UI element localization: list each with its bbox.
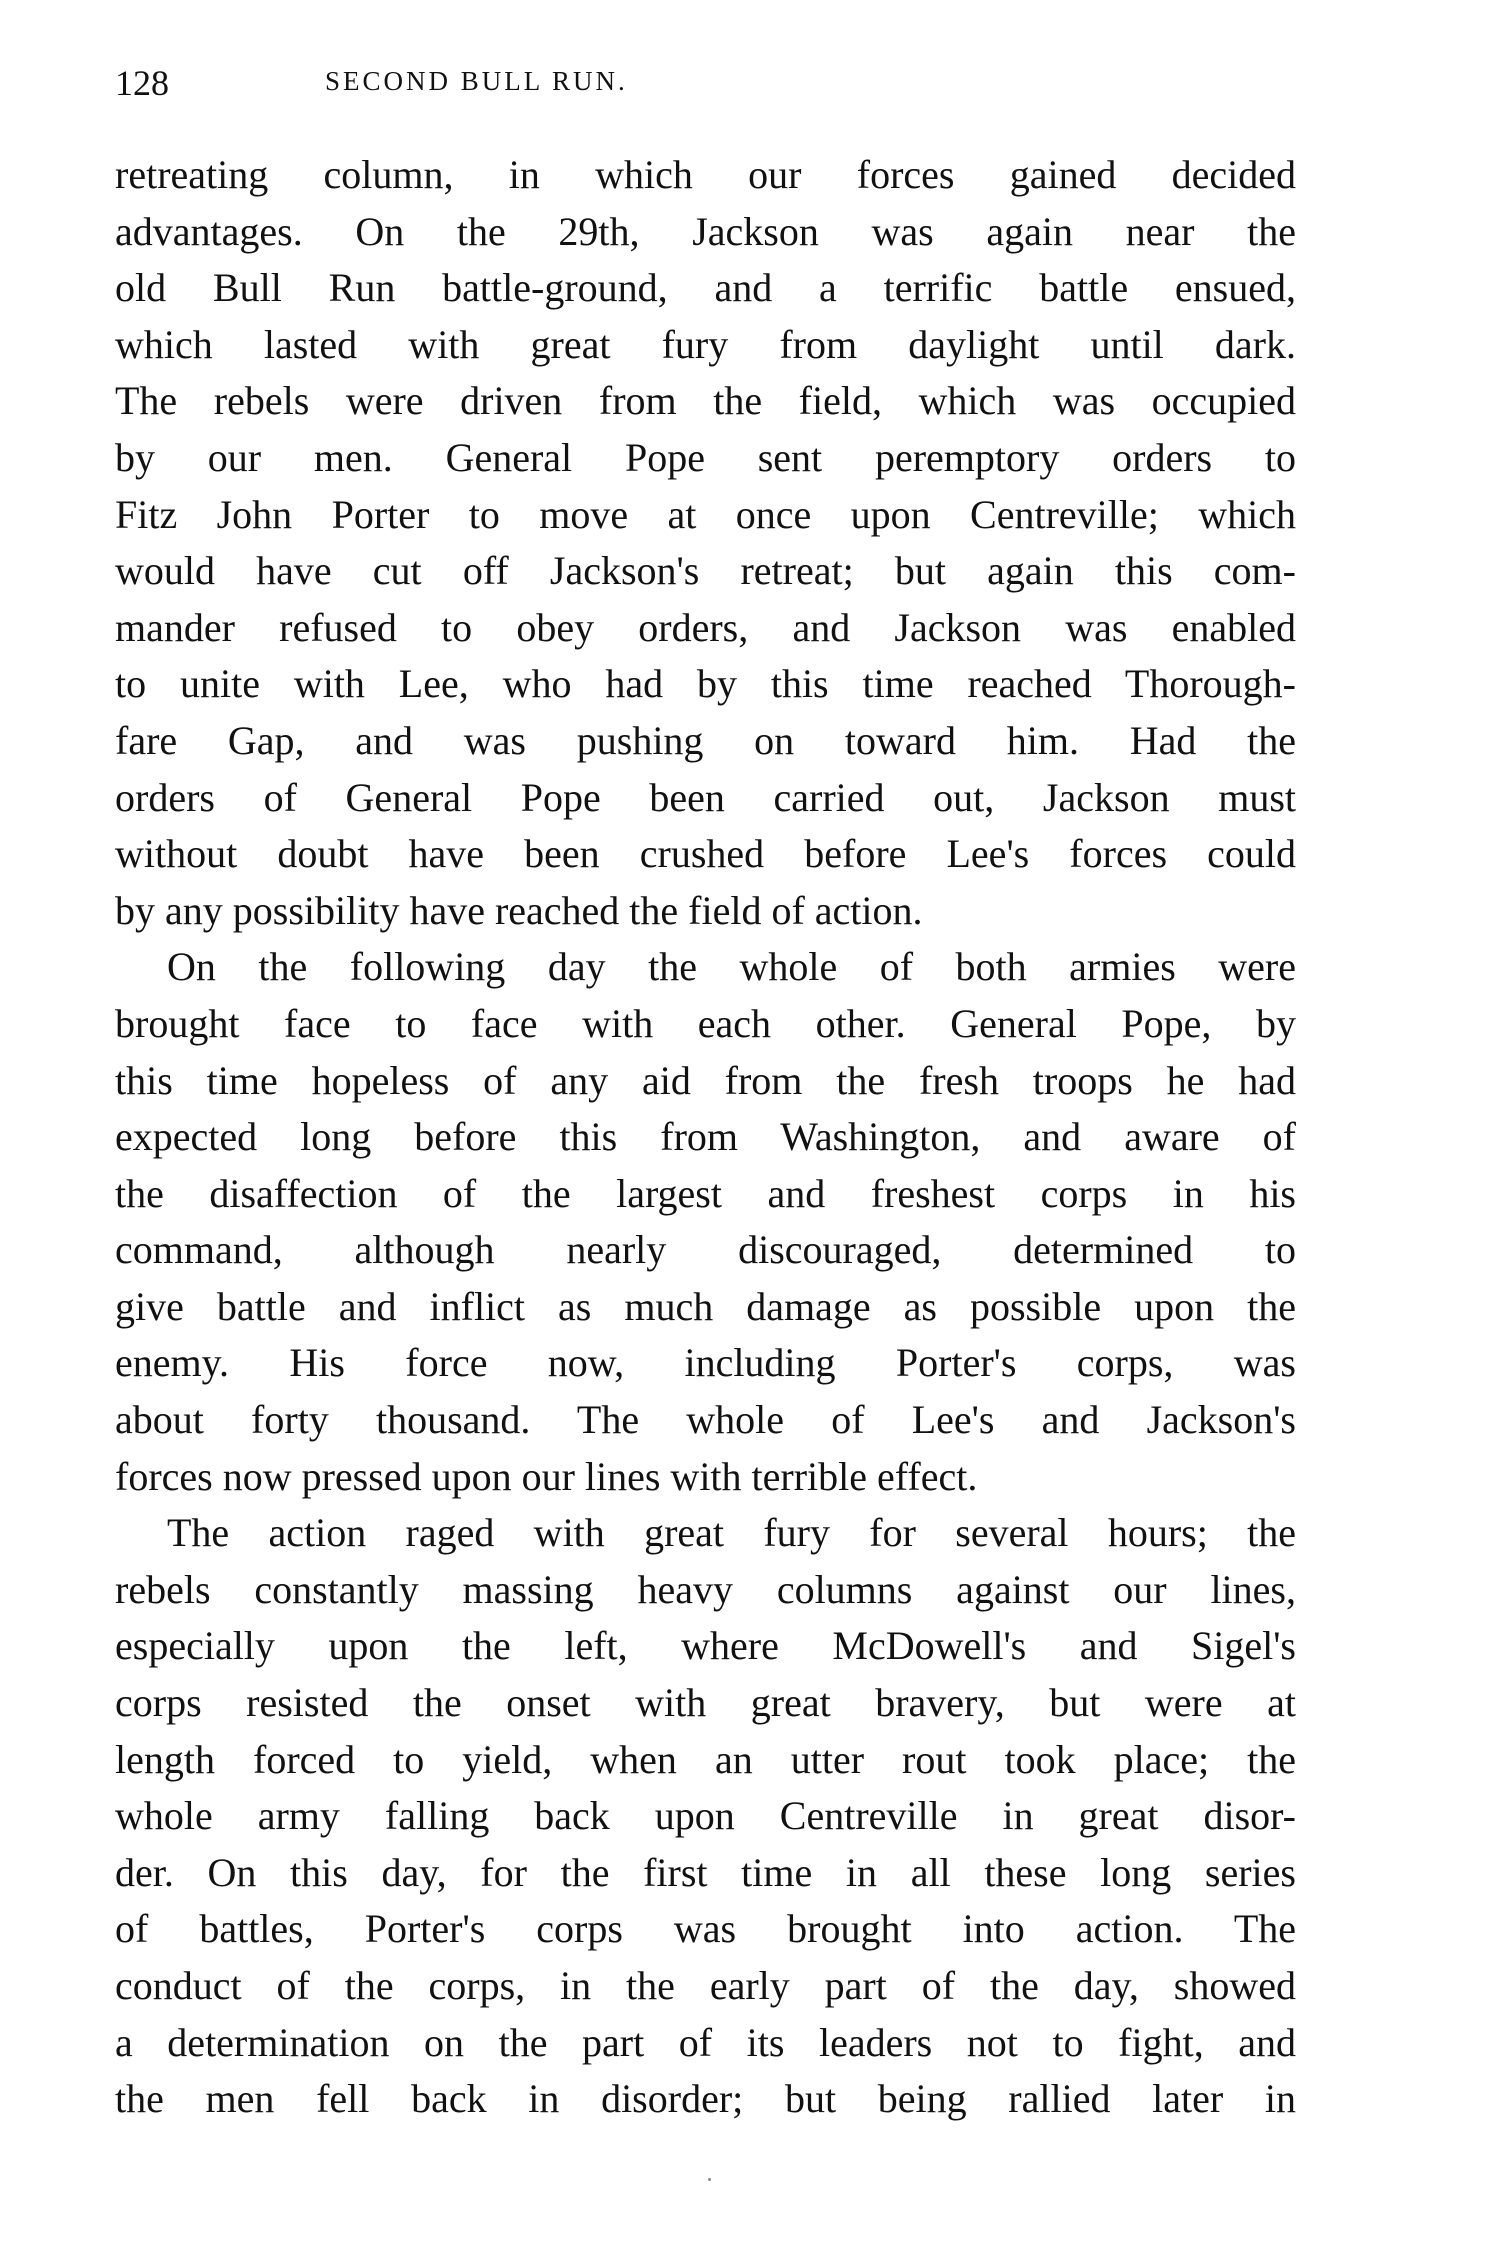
- page-body: [115, 147, 1296, 2128]
- text-line: rebels constantly massing heavy columns against our lines,: [115, 1566, 1296, 1612]
- text-line: retreating column, in which our forces gained decided: [115, 152, 1296, 197]
- text-line: this time hopeless of any aid from the fresh troops he had: [115, 1057, 1296, 1103]
- text-line: command, although nearly discouraged, determined to: [115, 1227, 1296, 1273]
- paragraph: [115, 1505, 1296, 2128]
- text-line: brought face to face with each other. General Pope, by: [115, 1000, 1296, 1046]
- text-line: especially upon the left, where McDowell's and Sigel's: [115, 1623, 1296, 1669]
- text-line: of battles, Porter's corps was brought into action. The: [115, 1906, 1296, 1952]
- paragraph: [115, 147, 1296, 939]
- text-line: without doubt have been crushed before Lee's forces could: [115, 831, 1296, 877]
- text-line: On the following day the whole of both armies were: [167, 944, 1296, 990]
- text-line: conduct of the corps, in the early part of the day, showed: [115, 1963, 1296, 2008]
- text-line: forces now pressed upon our lines with terrible effect.: [115, 1453, 978, 1499]
- text-line: by our men. General Pope sent peremptory orders to: [115, 434, 1296, 480]
- text-line: to unite with Lee, who had by this time reached Thorough-: [115, 661, 1296, 707]
- text-line: Fitz John Porter to move at once upon Centreville; which: [115, 491, 1296, 537]
- text-line: the disaffection of the largest and freshest corps in his: [115, 1170, 1296, 1216]
- text-line: whole army falling back upon Centreville in great disor-: [115, 1793, 1296, 1839]
- text-line: orders of General Pope been carried out, Jackson must: [115, 774, 1296, 820]
- paragraph: [115, 939, 1296, 1505]
- text-line: enemy. His force now, including Porter's corps, was: [115, 1340, 1296, 1386]
- text-line: fare Gap, and was pushing on toward him. Had the: [115, 717, 1296, 763]
- text-line: mander refused to obey orders, and Jackson was enabled: [115, 604, 1296, 650]
- text-line: the men fell back in disorder; but being rallied later in: [115, 2076, 1296, 2122]
- running-title: SECOND BULL RUN.: [325, 66, 628, 96]
- text-line: advantages. On the 29th, Jackson was again near the: [115, 208, 1296, 254]
- text-line: by any possibility have reached the field of action.: [115, 887, 923, 933]
- text-line: expected long before this from Washington, and aware of: [115, 1114, 1296, 1160]
- text-line: old Bull Run battle-ground, and a terrific battle ensued,: [115, 265, 1296, 311]
- text-line: which lasted with great fury from daylight until dark.: [115, 321, 1296, 367]
- text-line: The rebels were driven from the field, which was occupied: [115, 378, 1296, 424]
- text-line: about forty thousand. The whole of Lee's and Jackson's: [115, 1397, 1296, 1443]
- page-header: [115, 62, 1296, 106]
- page-number: 128: [115, 63, 169, 103]
- text-line: give battle and inflict as much damage as possible upon the: [115, 1283, 1296, 1329]
- scan-speck: [708, 2178, 711, 2181]
- text-line: corps resisted the onset with great bravery, but were at: [115, 1680, 1296, 1726]
- text-line: The action raged with great fury for several hours; the: [167, 1510, 1296, 1556]
- text-line: a determination on the part of its leaders not to fight, and: [115, 2019, 1296, 2065]
- text-line: would have cut off Jackson's retreat; but again this com-: [115, 548, 1296, 594]
- text-line: der. On this day, for the first time in all these long series: [115, 1849, 1296, 1895]
- text-line: length forced to yield, when an utter rout took place; the: [115, 1736, 1296, 1782]
